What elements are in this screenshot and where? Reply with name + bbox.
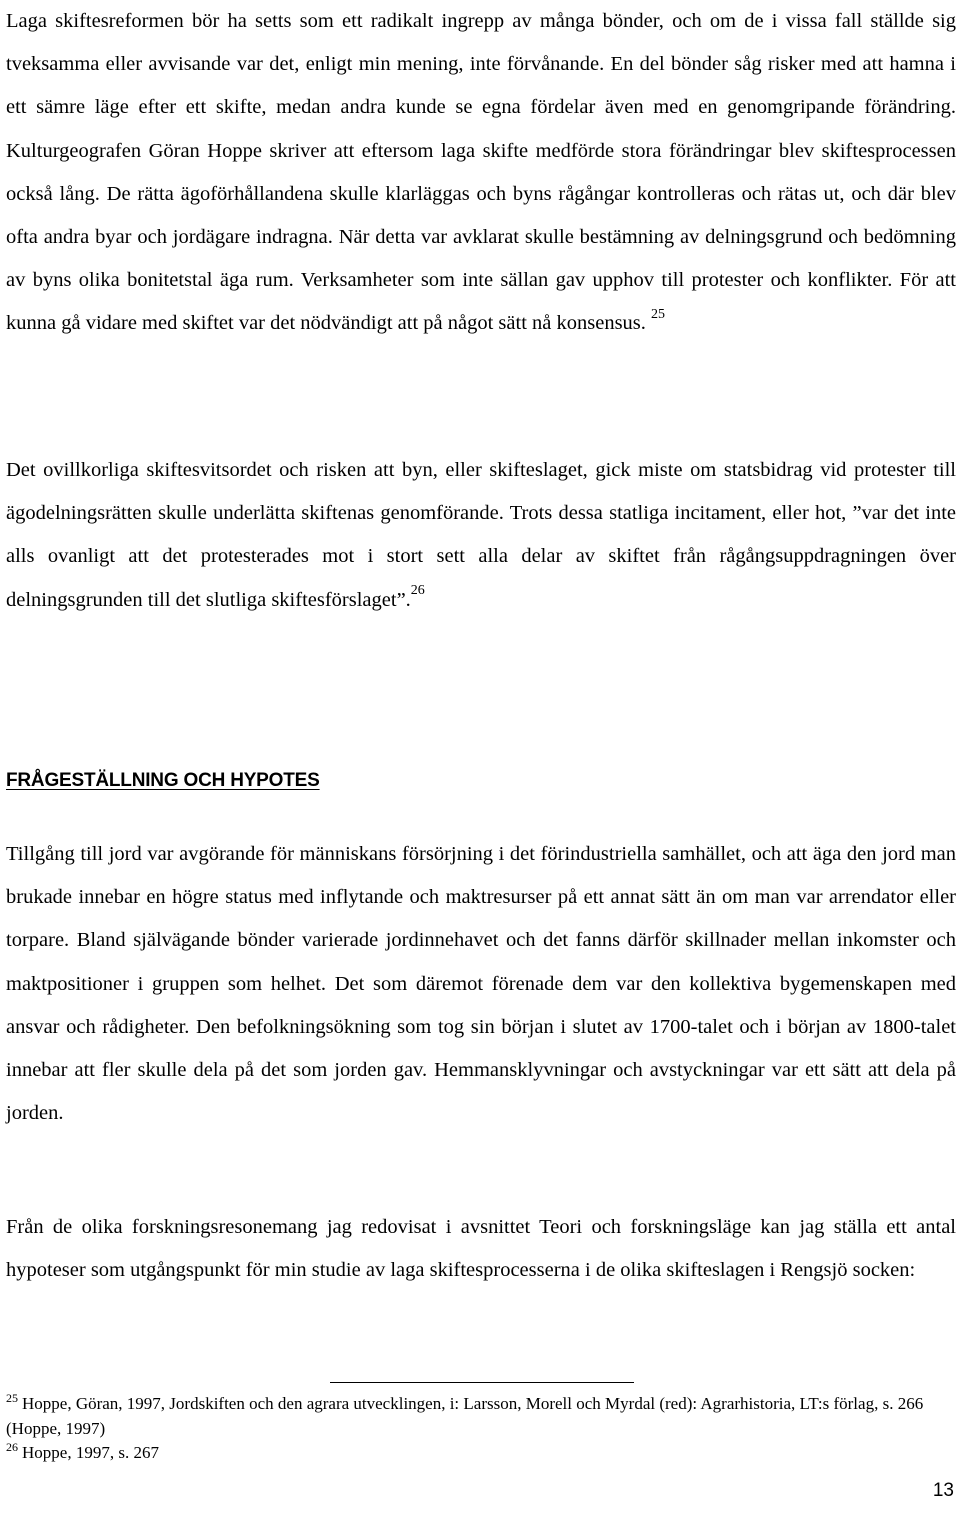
paragraph-text: Tillgång till jord var avgörande för människans försörjning i det förindustriella samhället, och att äga den jord man brukade innebar en högre status med inflytande och maktresurser på ett annat sätt än om man var arrendator eller torpare. Bland självägande bönder varierade jordinnehavet och det fanns därför skillnader mellan inkomster och maktpositioner i gruppen som helhet. Det som däremot förenade dem var den kollektiva bygemenskapen med ansvar och rådigheter. Den befolkningsökning som tog sin början i slutet av 1700-talet och i början av 1800-talet innebar att fler skulle dela på det som jorden gav. Hemmansklyvningar och avstyckningar var ett sätt att dela på jorden. bbox=[6, 843, 956, 1125]
paragraph-text: Från de olika forskningsresonemang jag redovisat i avsnittet Teori och forskningsläge kan jag ställa ett antal hypoteser som utgångspunkt för min studie av laga skiftesprocesserna i de olika skifteslagen i Rengsjö socken: bbox=[6, 1216, 956, 1282]
paragraph-text: Laga skiftesreformen bör ha setts som ett radikalt ingrepp av många bönder, och om de i vissa fall ställde sig tveksamma eller avvisande var det, enligt min mening, inte förvånande. En del bönder såg risker med att hamna i ett sämre läge efter ett skifte, medan andra kunde se egna fördelar även med en genomgripande förändring. Kulturgeografen Göran Hoppe skriver att eftersom laga skifte medförde stora förändringar blev skiftesprocessen också lång. De rätta ägoförhållandena skulle klarläggas och byns rågångar kontrolleras och rätas ut, och där blev ofta andra byar och jordägare indragna. När detta var avklarat skulle bestämning av delningsgrund och bedömning av byns olika bonitetstal äga rum. Verksamheter som inte sällan gav upphov till protester och konflikter. För att kunna gå vidare med skiftet var det nödvändigt att på något sätt nå konsensus. bbox=[6, 10, 956, 335]
footnote-reference: 25 bbox=[651, 306, 666, 322]
paragraph-text: Det ovillkorliga skiftesvitsordet och risken att byn, eller skifteslaget, gick miste om statsbidrag vid protester till ägodelningsrätten skulle underlätta skiftenas genomförande. Trots dessa statliga incitament, eller hot, ”var det inte alls ovanligt att det protesterades mot i stort sett alla delar av skiftet från rågångsuppdragningen över delningsgrunden till det slutliga skiftesförslaget”. bbox=[6, 459, 956, 611]
footnote-25 bbox=[6, 1392, 956, 1441]
body-paragraph-2 bbox=[6, 449, 956, 622]
footnote-number: 25 bbox=[6, 1391, 18, 1405]
body-paragraph-1 bbox=[6, 0, 956, 346]
footnote-text: Hoppe, 1997, s. 267 bbox=[22, 1443, 159, 1462]
footnote-reference: 26 bbox=[410, 582, 425, 598]
footnote-26 bbox=[6, 1441, 956, 1466]
footnotes bbox=[6, 1392, 956, 1466]
footnote-number: 26 bbox=[6, 1440, 18, 1454]
body-paragraph-3 bbox=[6, 833, 956, 1135]
section-heading: FRÅGESTÄLLNING OCH HYPOTES bbox=[6, 770, 320, 791]
footnote-separator bbox=[330, 1382, 634, 1383]
body-paragraph-4 bbox=[6, 1206, 956, 1292]
page-number: 13 bbox=[932, 1480, 954, 1501]
footnote-text: Hoppe, Göran, 1997, Jordskiften och den agrara utvecklingen, i: Larsson, Morell och Myrdal (red): Agrarhistoria, LT:s förlag, s. 266 (Hoppe, 1997) bbox=[6, 1394, 924, 1438]
